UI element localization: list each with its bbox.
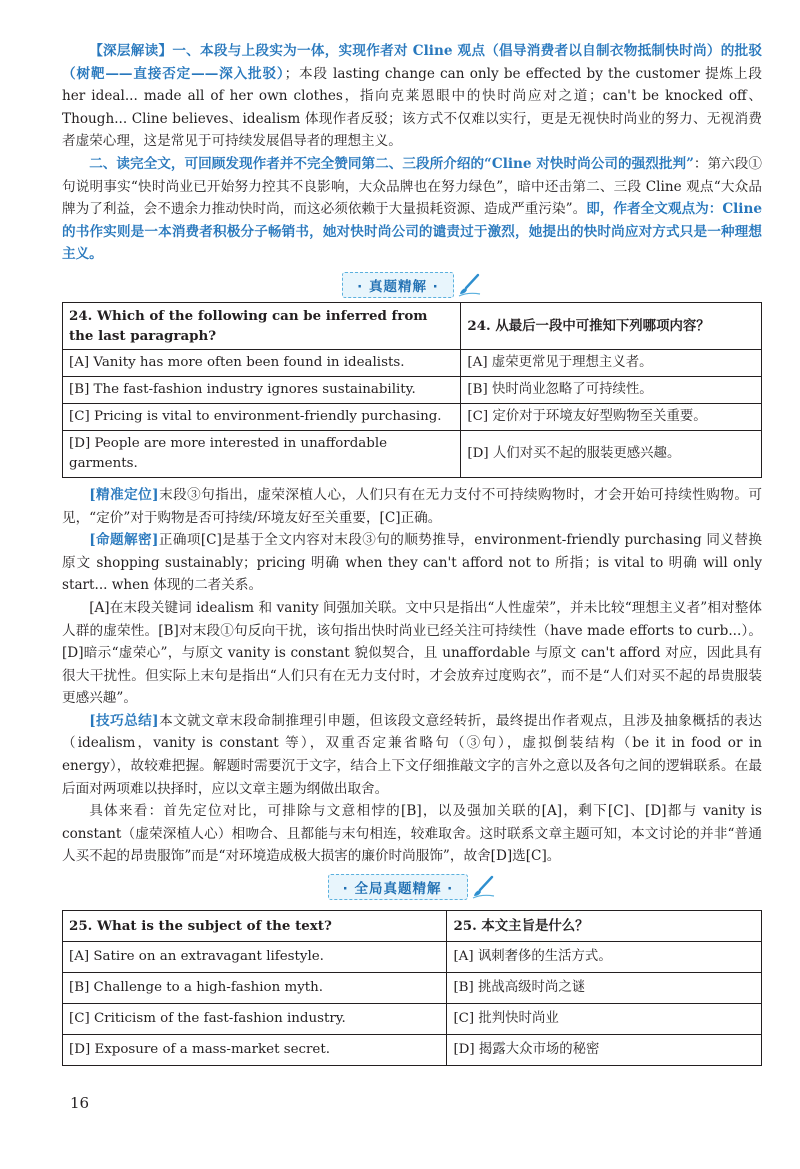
- secret-para: [62, 529, 762, 597]
- table-row: [63, 430, 762, 477]
- skills-label: [技巧总结]: [89, 712, 159, 729]
- q24-option-c-zh: [C] 定价对于环境友好型购物至关重要。: [461, 403, 762, 430]
- locate-text: 末段③句指出，虚荣深植人心，人们只有在无力支付不可持续购物时，才会开始可持续性购物。可见，“定价”对于购物是否可持续/环境友好至关重要，[C]正确。: [62, 486, 762, 526]
- deep-analysis-label: 【深层解读】: [89, 43, 173, 59]
- q24-english: 24. Which of the following can be inferred from the last paragraph?: [63, 302, 461, 349]
- q24-option-d-en: [D] People are more interested in unaffordable garments.: [63, 430, 461, 477]
- table-row: [63, 973, 762, 1004]
- brush-icon: [456, 273, 482, 297]
- q25-option-c-en: [C] Criticism of the fast-fashion industry.: [63, 1004, 447, 1035]
- q24-option-b-en: [B] The fast-fashion industry ignores sustainability.: [63, 376, 461, 403]
- table-row: [63, 376, 762, 403]
- q24-option-d-zh: [D] 人们对买不起的服装更感兴趣。: [461, 430, 762, 477]
- table-row: [63, 942, 762, 973]
- table-row: [63, 1004, 762, 1035]
- deep-analysis-p1-bold: 一、本段与上段实为一体，实现作者对 Cline 观点（倡导消费者以自制衣物抵制快时尚）的批驳（树靶——直接否定——深入批驳）: [62, 43, 762, 82]
- deep-analysis-p2-bold: 二、读完全文，可回顾发现作者并不完全赞同第二、三段所介绍的“Cline 对快时尚公司的强烈批判”: [89, 155, 694, 172]
- q25-option-d-zh: [D] 揭露大众市场的秘密: [447, 1035, 762, 1066]
- q25-chinese: 25. 本文主旨是什么？: [447, 911, 762, 942]
- deep-analysis-p2-text: ：第六段①句说明事实“快时尚业已开始努力控其不良影响，大众品牌也在努力绿色”，暗中还击第二、三段 Cline 观点“大众品牌为了利益，会不遗余力推动快时尚，而这必须依赖于大量损耗资源、造成严重污染”。: [62, 155, 762, 218]
- deep-analysis-para-1: [62, 40, 762, 153]
- skills-para: [62, 710, 762, 800]
- distractor-analysis-para: [A]在末段关键词 idealism 和 vanity 间强加关联。文中只是指出“人性虚荣”，并未比较“理想主义者”相对整体人群的虚荣性。[B]对末段①句反向干扰，该句指出快时尚业已经关注可持续性（have made efforts to curb...）。[D]暗示“虚荣心”，与原文 vanity is constant 貌似契合，且 unaffordable 与原文 can't afford 对应，因此具有很大干扰性。但实际上末句是指出“人们只有在无力支付时，才会放弃过度购衣”，而不是“人们对买不起的昂贵服装更感兴趣”。: [62, 599, 762, 707]
- locate-para: [62, 484, 762, 529]
- q24-chinese: 24. 从最后一段中可推知下列哪项内容？: [461, 302, 762, 349]
- q25-option-d-en: [D] Exposure of a mass-market secret.: [63, 1035, 447, 1066]
- q24-option-a-zh: [A] 虚荣更常见于理想主义者。: [461, 349, 762, 376]
- page-number: 16: [70, 1094, 90, 1112]
- specific-analysis-para: 具体来看：首先定位对比，可排除与文意相悖的[B]，以及强加关联的[A]，剩下[C]、[D]都与 vanity is constant（虚荣深植人心）相吻合、且都能与末句相连，较难取舍。这时联系文章主题可知，本文讨论的并非“普通人买不起的昂贵服饰”而是“对环境造成极大损害的廉价时尚服饰”，故舍[D]选[C]。: [62, 803, 762, 865]
- q24-option-c-en: [C] Pricing is vital to environment-friendly purchasing.: [63, 403, 461, 430]
- table-row: [63, 302, 762, 349]
- question-25-table: [62, 910, 762, 1066]
- question-24-table: [62, 302, 762, 478]
- deep-analysis-p1-text: ；本段 lasting change can only be effected by the customer 提炼上段 her ideal... made all of her own clothes，指向克莱恩眼中的快时尚应对之道；can't be knocked off、Though... Cline believes、idealism 体现作者反驳；该方式不仅难以实行，更是无视快时尚业的努力、无视消费者虚荣心理，这是常见于可持续发展倡导者的理想主义。: [62, 65, 762, 150]
- section-banner-real-question: [62, 272, 762, 298]
- q25-english: 25. What is the subject of the text?: [63, 911, 447, 942]
- banner-title: · 全局真题精解 ·: [328, 874, 469, 900]
- deep-analysis-p2-conclusion: 即，作者全文观点为：Cline 的书作实则是一本消费者积极分子畅销书，她对快时尚公司的谴责过于激烈，她提出的快时尚应对方式只是一种理想主义。: [62, 201, 762, 263]
- section-banner-global-question: [62, 874, 762, 900]
- table-row: [63, 1035, 762, 1066]
- table-row: [63, 349, 762, 376]
- secret-text: 正确项[C]是基于全文内容对末段③句的顺势推导，environment-friendly purchasing 同义替换原文 shopping sustainably；pricing 明确 when they can't afford not to 所指；is vital to 明确 will only start... when 体现的二者关系。: [62, 532, 762, 594]
- q24-option-a-en: [A] Vanity has more often been found in idealists.: [63, 349, 461, 376]
- q25-option-c-zh: [C] 批判快时尚业: [447, 1004, 762, 1035]
- q25-option-b-en: [B] Challenge to a high-fashion myth.: [63, 973, 447, 1004]
- banner-title: · 真题精解 ·: [342, 272, 454, 298]
- deep-analysis-para-2: [62, 153, 762, 266]
- secret-label: [命题解密]: [89, 532, 159, 549]
- brush-icon: [470, 875, 496, 899]
- locate-label: [精准定位]: [89, 486, 159, 503]
- q25-option-a-zh: [A] 讽刺奢侈的生活方式。: [447, 942, 762, 973]
- q25-option-a-en: [A] Satire on an extravagant lifestyle.: [63, 942, 447, 973]
- q24-option-b-zh: [B] 快时尚业忽略了可持续性。: [461, 376, 762, 403]
- table-row: [63, 403, 762, 430]
- page-content: [62, 40, 762, 1072]
- table-row: [63, 911, 762, 942]
- q25-option-b-zh: [B] 挑战高级时尚之谜: [447, 973, 762, 1004]
- skills-text: 本文就文章末段命制推理引申题，但该段文意经转折，最终提出作者观点，且涉及抽象概括的表达（idealism，vanity is constant 等），双重否定兼省略句（③句），虚拟倒装结构（be it in food or in energy），故较难把握。解题时需要沉于文字，结合上下文仔细推敲文字的言外之意以及各句之间的逻辑联系。在最后面对两项难以抉择时，应以文章主题为纲做出取舍。: [62, 712, 762, 797]
